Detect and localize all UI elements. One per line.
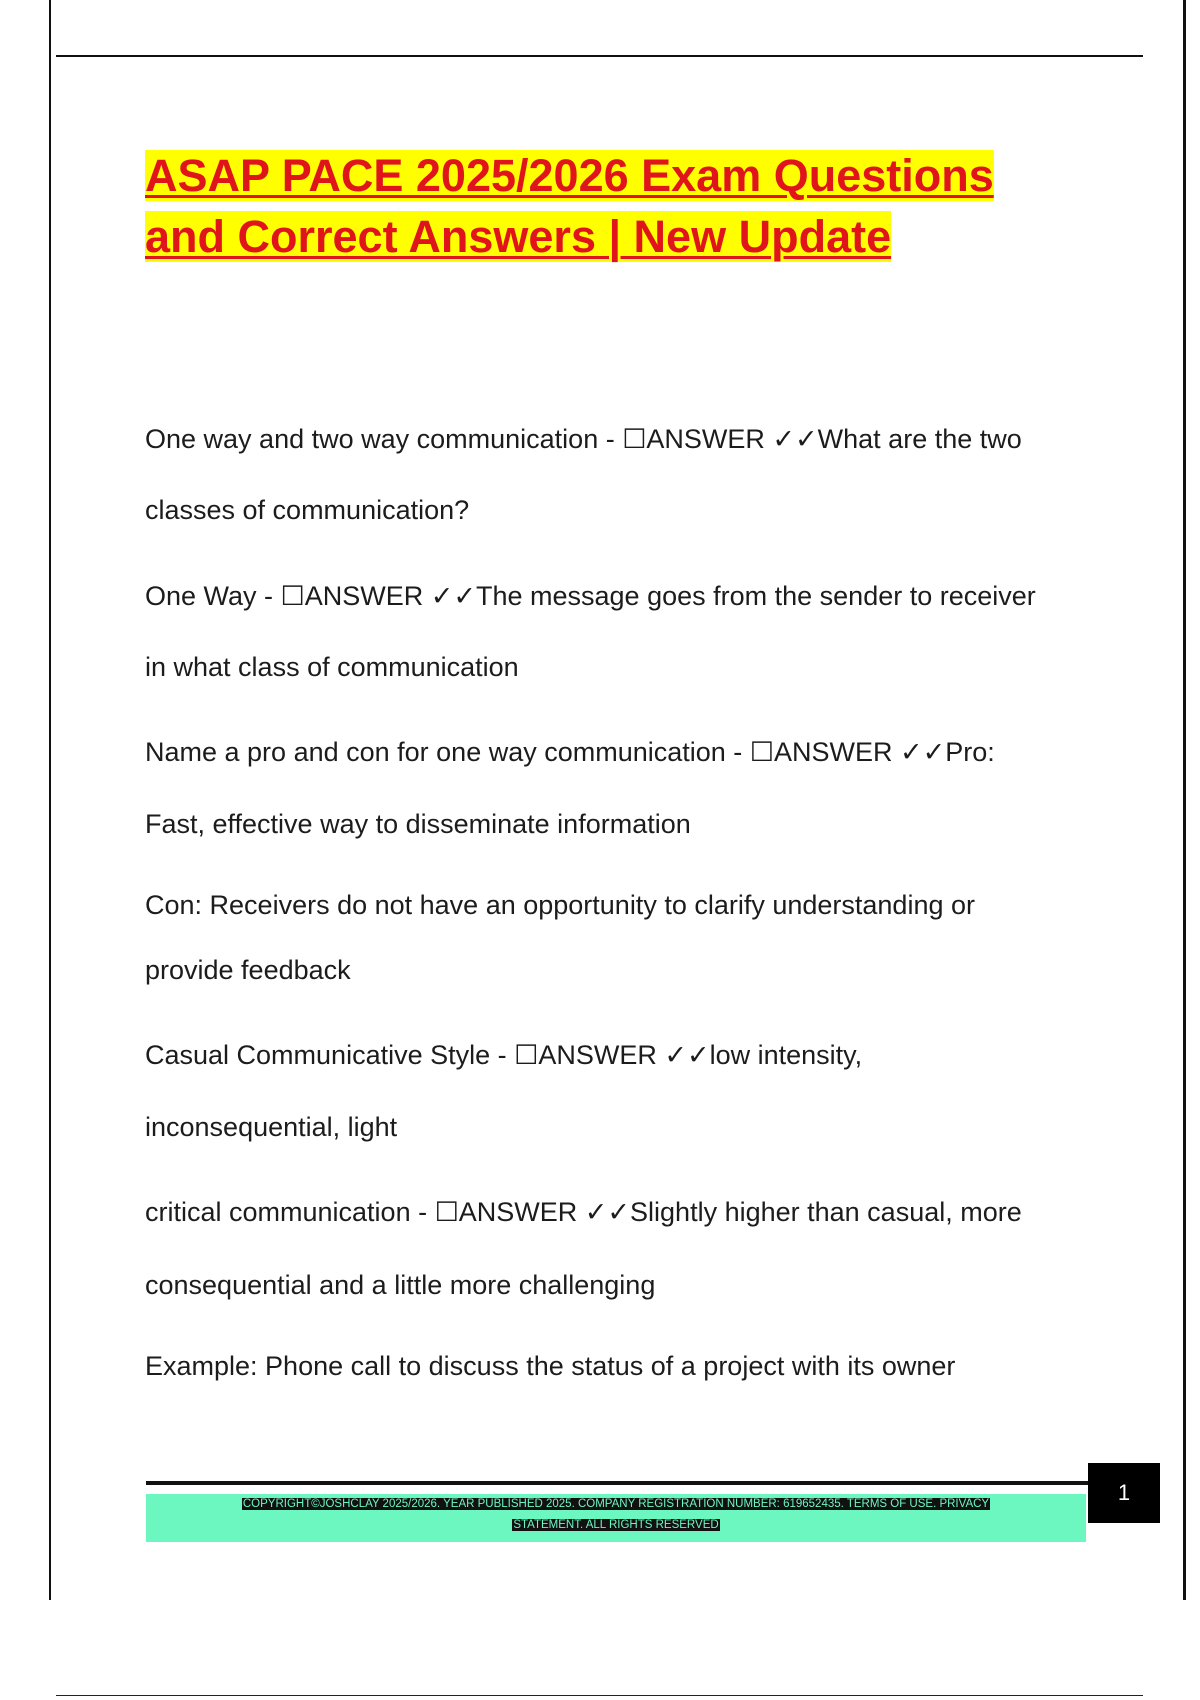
body-line: critical communication - ☐ANSWER ✓✓Slightly higher than casual, more (145, 1197, 1022, 1227)
body-line: provide feedback (145, 955, 351, 985)
body-line: Name a pro and con for one way communication - ☐ANSWER ✓✓Pro: (145, 737, 995, 767)
body-line: One Way - ☐ANSWER ✓✓The message goes from the sender to receiver (145, 581, 1036, 611)
copyright-line-1: COPYRIGHT©JOSHCLAY 2025/2026. YEAR PUBLISHED 2025. COMPANY REGISTRATION NUMBER: 619652435. TERMS OF USE. PRIVACY (242, 1498, 990, 1510)
footer-rule (146, 1481, 1090, 1485)
body-line: inconsequential, light (145, 1112, 398, 1142)
body-line: Example: Phone call to discuss the status of a project with its owner (145, 1351, 956, 1381)
copyright-line-2: STATEMENT. ALL RIGHTS RESERVED (513, 1519, 719, 1531)
page-border-right (1183, 0, 1186, 1600)
body-line: classes of communication? (145, 495, 470, 525)
body-line: Casual Communicative Style - ☐ANSWER ✓✓low intensity, (145, 1040, 863, 1070)
document-title-text: ASAP PACE 2025/2026 Exam Questions and Correct Answers | New Update (145, 150, 994, 262)
body-line: Con: Receivers do not have an opportunity to clarify understanding or (145, 890, 975, 920)
page-number: 1 (1088, 1463, 1160, 1523)
body-line: in what class of communication (145, 652, 519, 682)
body-line: Fast, effective way to disseminate information (145, 809, 691, 839)
header-rule (56, 55, 1143, 57)
body-line: One way and two way communication - ☐ANSWER ✓✓What are the two (145, 424, 1022, 454)
body-line: consequential and a little more challenging (145, 1270, 656, 1300)
page-bottom-rule (56, 1695, 1143, 1696)
copyright-footer (146, 1494, 1086, 1542)
document-title (145, 145, 1085, 267)
page-border-left (49, 0, 51, 1600)
